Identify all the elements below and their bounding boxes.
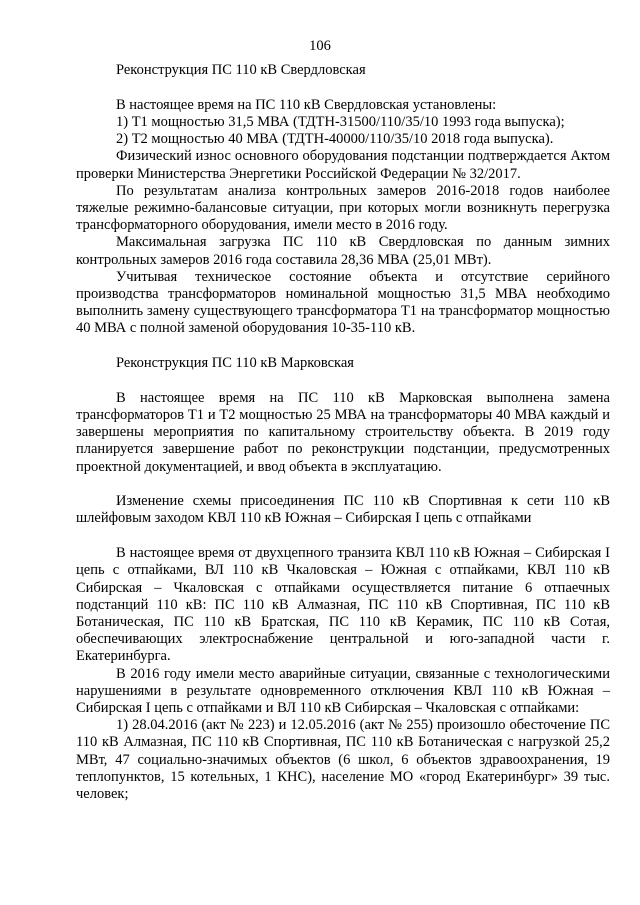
section-markovskaya: [76, 355, 610, 476]
paragraph: Максимальная загрузка ПС 110 кВ Свердловская по данным зимних контрольных замеров 2016 года составила 28,36 МВА (25,01 МВт).: [76, 234, 610, 268]
page-number: 106: [309, 38, 331, 54]
paragraph: В настоящее время на ПС 110 кВ Свердловская установлены:: [116, 96, 497, 113]
paragraph: В настоящее время на ПС 110 кВ Марковская выполнена замена трансформаторов Т1 и Т2 мощностью 25 МВА на трансформаторы 40 МВА каждый и завершены мероприятия по капитальному строительству объекта. В 2019 году планируется завершение работ по реконструкции подстанции, предусмотренных проектной документацией, и ввод объекта в эксплуатацию.: [76, 389, 610, 475]
section-sverdlovskaya: [76, 62, 610, 338]
paragraph: Физический износ основного оборудования подстанции подтверждается Актом проверки Министерства Энергетики Российской Федерации № 32/2017.: [76, 148, 610, 182]
section-sportivnaya: [76, 493, 610, 803]
list-item: 1) Т1 мощностью 31,5 МВА (ТДТН-31500/110/35/10 1993 года выпуска);: [116, 113, 565, 130]
section-heading: Изменение схемы присоединения ПС 110 кВ Спортивная к сети 110 кВ шлейфовым заходом КВЛ 110 кВ Южная – Сибирская I цепь с отпайками: [76, 493, 610, 527]
paragraph: В настоящее время от двухцепного транзита КВЛ 110 кВ Южная – Сибирская I цепь с отпайками, ВЛ 110 кВ Чкаловская – Южная с отпайками, КВЛ 110 кВ Сибирская – Чкаловская с отпайками осуществляется питание 6 отпаечных подстанций 110 кВ: ПС 110 кВ Алмазная, ПС 110 кВ Спортивная, ПС 110 кВ Ботаническая, ПС 110 кВ Братская, ПС 110 кВ Керамик, ПС 110 кВ Сотая, обеспечивающих электроснабжение центральной и юго-западной части г. Екатеринбурга.: [76, 545, 610, 665]
paragraph: В 2016 году имели место аварийные ситуации, связанные с технологическими нарушениями в результате одновременного отключения КВЛ 110 кВ Южная – Сибирская I цепь с отпайками и ВЛ 110 кВ Сибирская – Чкаловская с отпайками:: [76, 665, 610, 716]
document-body: [76, 62, 610, 803]
paragraph: Учитывая техническое состояние объекта и отсутствие серийного производства трансформаторов номинальной мощностью 31,5 МВА необходимо выполнить замену существующего трансформатора Т1 на трансформатор мощностью 40 МВА с полной заменой оборудования 10-35-110 кВ.: [76, 268, 610, 337]
list-item: 1) 28.04.2016 (акт № 223) и 12.05.2016 (акт № 255) произошло обесточение ПС 110 кВ Алмазная, ПС 110 кВ Спортивная, ПС 110 кВ Ботаническая с нагрузкой 25,2 МВт, 47 социально-значимых объектов (6 школ, 6 объектов здравоохранения, 19 теплопунктов, 15 котельных, 1 КНС), население МО «город Екатеринбург» 39 тыс. человек;: [76, 717, 610, 803]
section-heading: Реконструкция ПС 110 кВ Марковская: [116, 355, 354, 372]
section-heading: Реконструкция ПС 110 кВ Свердловская: [116, 62, 366, 78]
paragraph: По результатам анализа контрольных замеров 2016-2018 годов наиболее тяжелые режимно-балансовые ситуации, при которых могли возникнуть перегрузка трансформаторного оборудования, имели место в 2016 году.: [76, 182, 610, 234]
list-item: 2) Т2 мощностью 40 МВА (ТДТН-40000/110/35/10 2018 года выпуска).: [116, 131, 554, 148]
